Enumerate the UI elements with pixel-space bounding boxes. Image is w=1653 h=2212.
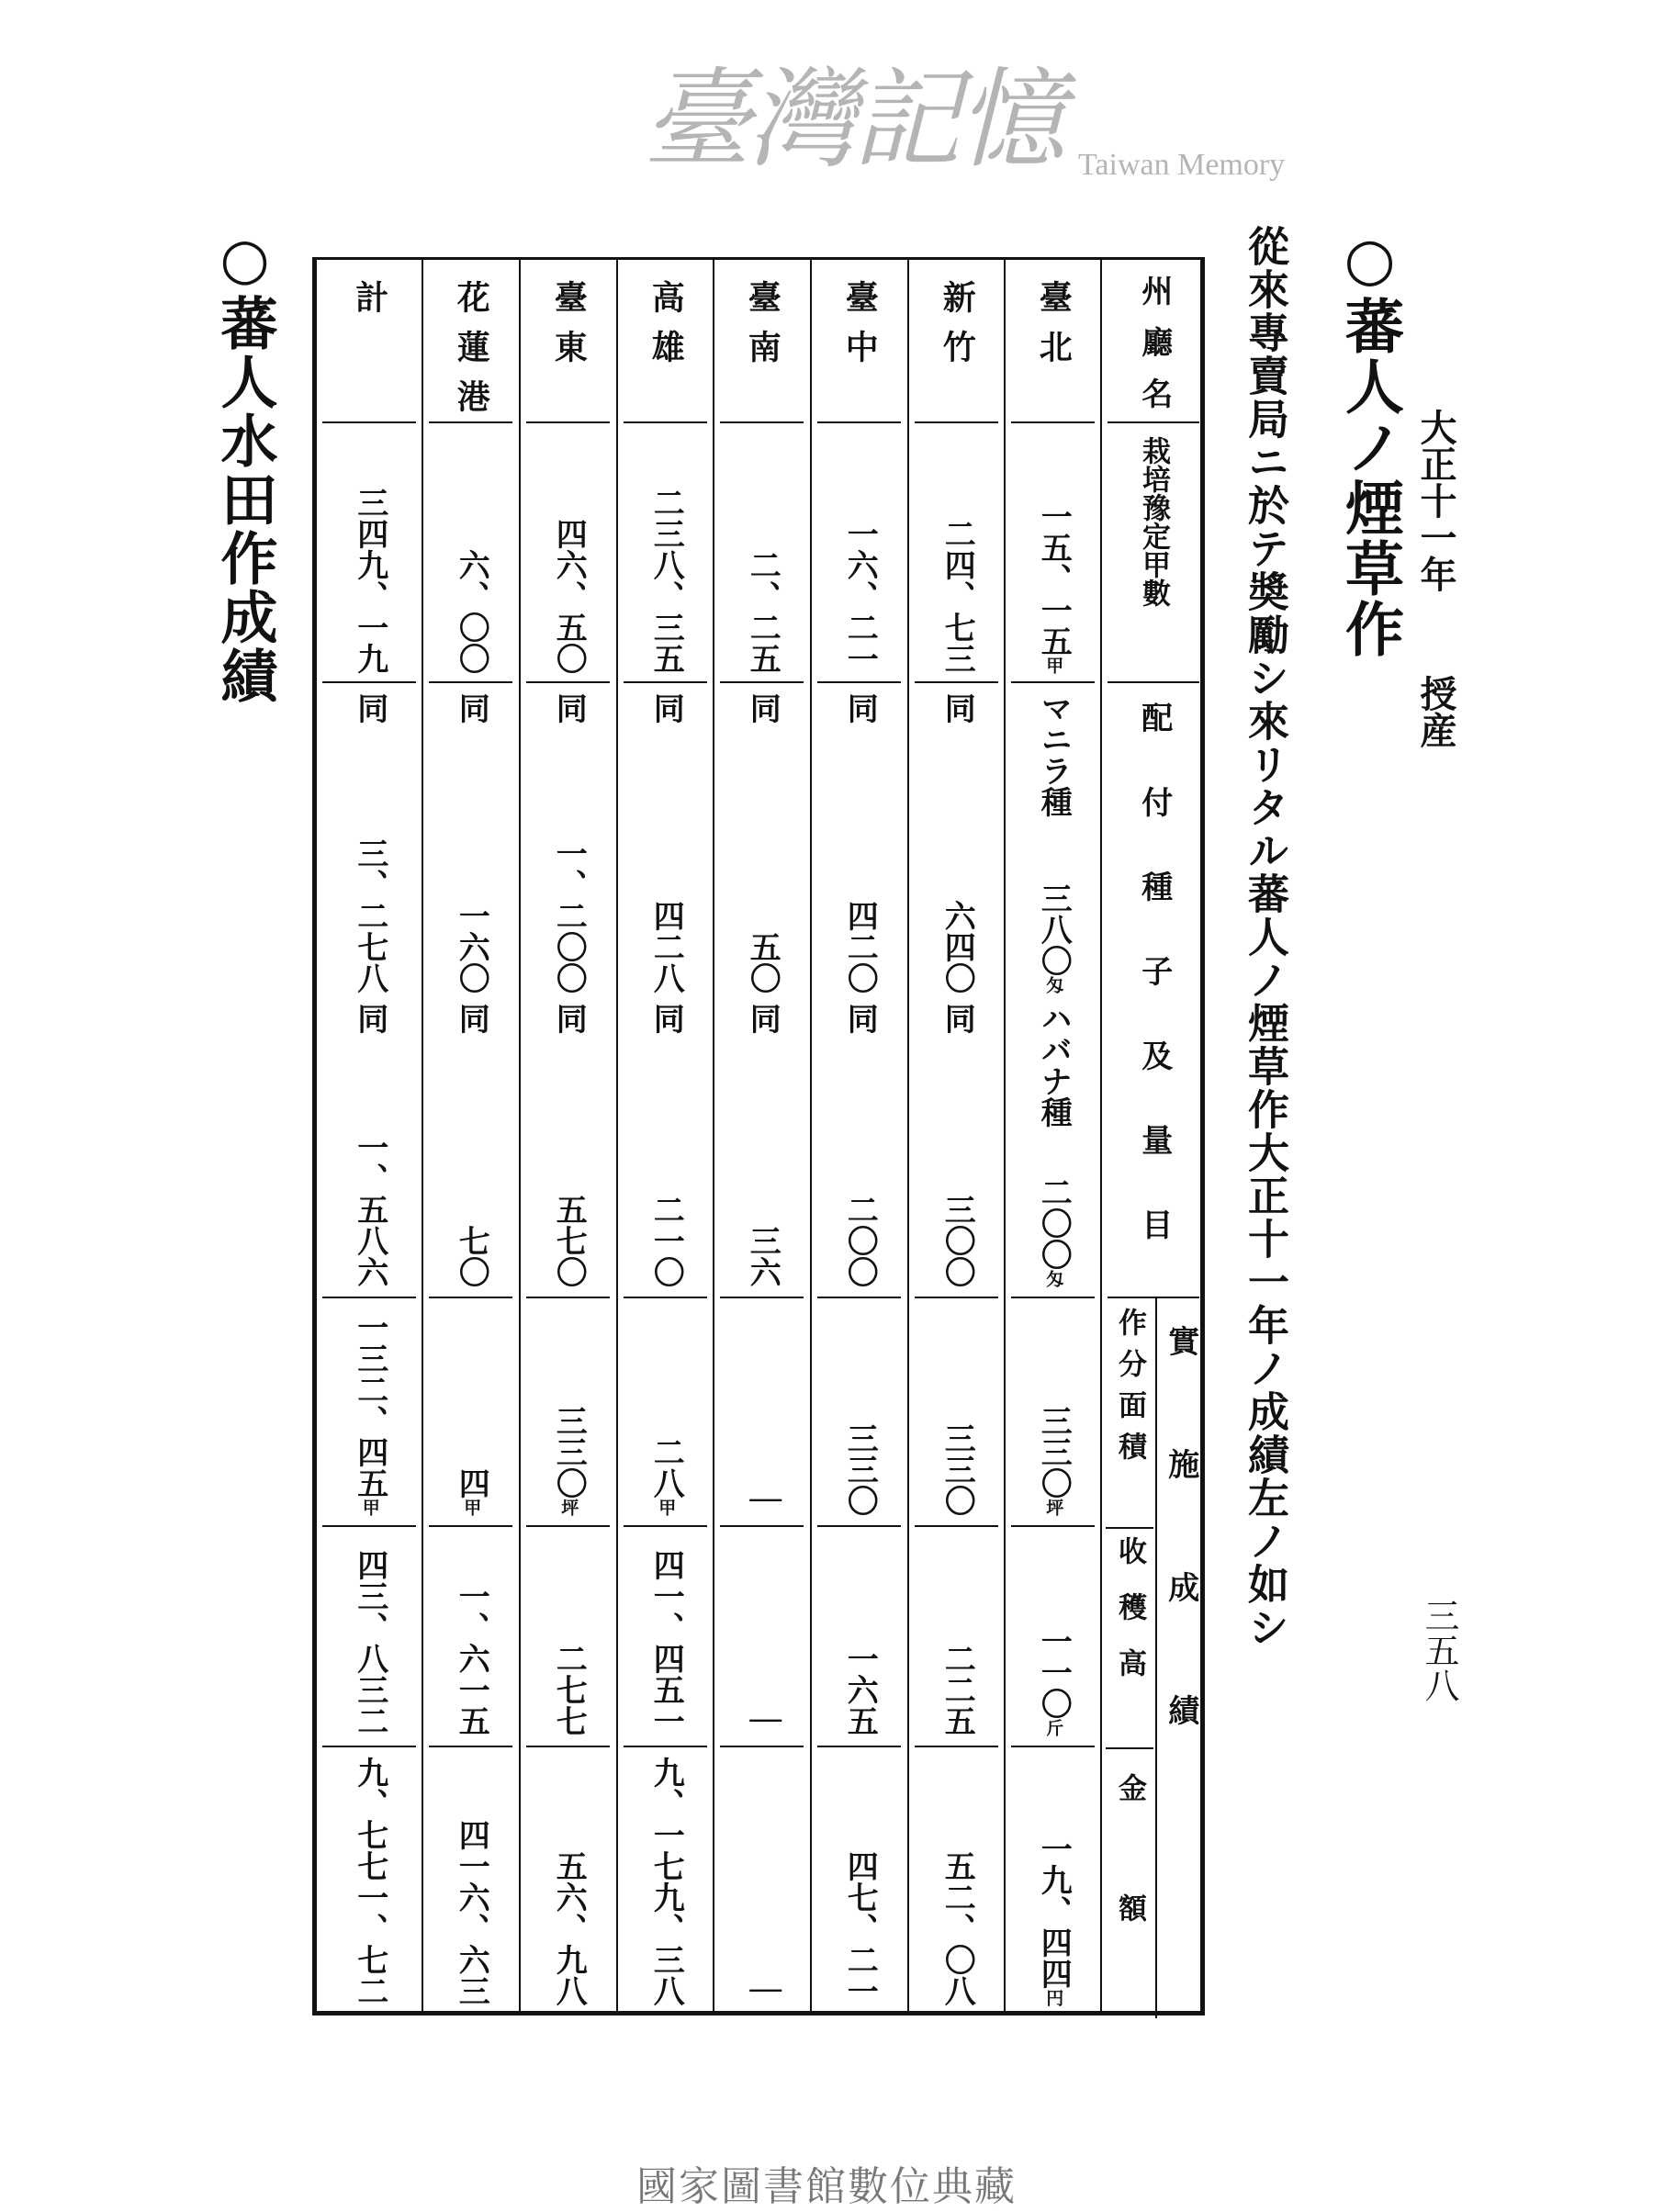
header-prefecture	[1108, 260, 1199, 429]
cell-value: 臺南	[743, 280, 782, 379]
cell-text	[454, 900, 488, 994]
amount-cell	[817, 1747, 901, 2014]
cell-value: 一三二、四五	[351, 1311, 388, 1499]
harvest-cell	[526, 1527, 610, 1747]
planned-area-cell	[322, 423, 416, 683]
harvest-cell	[720, 1527, 804, 1747]
cell-text	[647, 1003, 685, 1034]
cell-value: 一、六一五	[453, 1580, 490, 1736]
amount-cell	[915, 1747, 998, 2014]
cell-value: ｜	[744, 1975, 782, 2006]
cell-value: 三三〇	[1035, 1405, 1073, 1499]
cell-value: 臺中	[840, 280, 880, 379]
cell-text	[841, 1422, 879, 1516]
cell-text	[744, 280, 781, 379]
amount-cell	[322, 1747, 416, 2014]
planned-area-cell	[526, 423, 610, 683]
header-column	[1100, 260, 1205, 2014]
area-cell	[624, 1298, 707, 1527]
cell-text	[841, 900, 879, 994]
cell-text	[454, 1225, 488, 1287]
cell-value: 四六、五〇	[550, 518, 588, 674]
cell-text	[647, 900, 685, 994]
cell-value: 一九、四四	[1035, 1833, 1073, 1989]
cell-value: 七〇	[453, 1225, 490, 1287]
cell-value: 同	[351, 1003, 388, 1034]
header-seed	[1108, 683, 1199, 1298]
cell-value: 四三、八三二	[351, 1549, 388, 1736]
cell-value: 一六、二一	[841, 518, 879, 674]
header-amount	[1106, 1747, 1153, 2014]
cell-text	[550, 280, 587, 379]
planned-area-cell	[817, 423, 901, 683]
cell-value: 臺北	[1034, 280, 1074, 379]
amount-cell	[1011, 1747, 1095, 2014]
cell-text	[939, 518, 976, 674]
cell-value: 二三八、三五	[647, 487, 685, 674]
seed-cell	[526, 683, 610, 1298]
cell-value: 五〇	[744, 931, 782, 994]
running-head-year: 大正十一年	[1414, 409, 1457, 592]
cell-value: 四一六、六三	[453, 1819, 490, 2006]
cell-text	[550, 1405, 588, 1516]
harvest-cell	[915, 1527, 998, 1747]
cell-value: 二四、七三	[939, 518, 976, 674]
amount-cell	[720, 1747, 804, 2014]
cell-text	[744, 549, 782, 674]
cell-text	[744, 1975, 782, 2006]
cell-value: 同	[841, 1003, 879, 1034]
amount-cell	[624, 1747, 707, 2014]
harvest-cell	[1011, 1527, 1095, 1747]
unit-label: 斤	[1043, 1719, 1064, 1736]
cell-text	[841, 1850, 879, 2006]
cell-text	[647, 487, 685, 674]
cell-text	[550, 1194, 588, 1287]
prefecture-cell	[817, 260, 901, 423]
cell-text	[352, 837, 386, 994]
cell-value: 三八〇	[1035, 882, 1073, 976]
header-seed-label: 配付種子及量目	[1135, 702, 1173, 1293]
cell-value: 二一〇	[647, 1194, 685, 1287]
header-harvest-label: 收穫高	[1113, 1536, 1147, 1704]
prefecture-cell	[1011, 260, 1095, 423]
watermark-logo	[643, 46, 1285, 211]
seed-cell	[624, 683, 707, 1298]
table-column-2	[907, 260, 1004, 2011]
cell-text	[841, 518, 879, 674]
cell-text	[939, 692, 976, 724]
cell-value: 新竹	[938, 280, 977, 379]
cell-text	[351, 280, 388, 330]
cell-text	[939, 1422, 976, 1516]
planned-area-cell	[1011, 423, 1095, 683]
header-area-label: 作分面積	[1113, 1308, 1147, 1473]
cell-text	[454, 549, 488, 674]
cell-text	[550, 692, 588, 724]
page-number: 三五八	[1419, 1598, 1459, 1702]
prefecture-cell	[624, 260, 707, 423]
header-results-label: 實施成績	[1162, 1325, 1199, 1817]
cell-value: 二〇〇	[1035, 1176, 1073, 1270]
cell-text	[454, 1467, 488, 1516]
prefecture-cell	[915, 260, 998, 423]
cell-text	[744, 931, 782, 994]
cell-value: 五七〇	[550, 1194, 588, 1287]
cell-value: 臺東	[549, 280, 589, 379]
seed-cell	[817, 683, 901, 1298]
cell-text	[550, 1850, 588, 2006]
running-head	[1410, 409, 1462, 748]
unit-label: 坪	[558, 1499, 579, 1516]
unit-label: 円	[1043, 1989, 1064, 2006]
cell-value: 高雄	[647, 280, 686, 379]
unit-label: 甲	[1043, 657, 1064, 674]
tobacco-results-table	[312, 257, 1205, 2016]
cell-value: 同	[939, 1003, 976, 1034]
watermark-en: Taiwan Memory	[1078, 148, 1286, 182]
cell-text	[939, 1850, 976, 2006]
unit-label: 甲	[359, 1499, 380, 1516]
cell-value: 九、七七一、七二	[351, 1757, 388, 2006]
harvest-cell	[429, 1527, 512, 1747]
cell-text	[1035, 500, 1073, 674]
cell-text	[939, 900, 976, 994]
cell-text	[841, 1643, 879, 1736]
cell-value: 同	[550, 1003, 588, 1034]
cell-text	[647, 280, 684, 379]
cell-value: 六四〇	[939, 900, 976, 994]
table-column-3	[810, 260, 906, 2011]
cell-value: 一、五八六	[351, 1131, 388, 1287]
header-planned-area	[1108, 423, 1199, 683]
header-amount-label: 金額	[1113, 1773, 1147, 2014]
cell-value: 二八	[647, 1436, 685, 1499]
seed-cell	[720, 683, 804, 1298]
cell-value: ハバナ種	[1035, 1003, 1073, 1128]
cell-text	[453, 280, 489, 429]
cell-text	[841, 280, 878, 379]
area-cell	[817, 1298, 901, 1527]
harvest-cell	[322, 1527, 416, 1747]
cell-text	[550, 1643, 588, 1736]
header-harvest	[1106, 1527, 1153, 1749]
amount-cell	[429, 1747, 512, 2014]
cell-text	[1035, 1003, 1073, 1128]
cell-value: 同	[647, 692, 685, 724]
cell-text	[454, 1580, 488, 1736]
cell-value: 四一、四五一	[647, 1549, 685, 1736]
cell-text	[841, 1003, 879, 1034]
cell-value: 四	[453, 1467, 490, 1499]
cell-text	[454, 1819, 488, 2006]
planned-area-cell	[429, 423, 512, 683]
area-cell	[1011, 1298, 1095, 1527]
cell-text	[841, 1194, 879, 1287]
cell-value: 五六、九八	[550, 1850, 588, 2006]
cell-text	[744, 692, 782, 724]
cell-text	[352, 1549, 386, 1736]
cell-text	[1035, 692, 1073, 817]
cell-text	[647, 1757, 685, 2006]
cell-value: 同	[453, 692, 490, 724]
watermark-cn: 臺灣記憶	[643, 56, 1063, 183]
area-cell	[429, 1298, 512, 1527]
area-cell	[526, 1298, 610, 1527]
header-planned-area-label: 栽培豫定甲數	[1137, 436, 1171, 607]
footer-credit: 國家圖書館數位典藏	[636, 2163, 1017, 2210]
cell-text	[550, 518, 588, 674]
unit-label: 坪	[1043, 1499, 1064, 1516]
cell-value: 二〇〇	[841, 1194, 879, 1287]
cell-value: 同	[647, 1003, 685, 1034]
cell-text	[647, 1436, 685, 1516]
prefecture-cell	[429, 260, 512, 429]
cell-value: 三三〇	[841, 1422, 879, 1516]
cell-text	[1035, 280, 1072, 379]
table-column-5	[616, 260, 713, 2011]
unit-label: 甲	[656, 1499, 677, 1516]
cell-value: 四七、二一	[841, 1850, 879, 2006]
area-cell	[322, 1298, 416, 1527]
cell-value: 五二、〇八	[939, 1850, 976, 2006]
cell-text	[352, 487, 386, 674]
cell-value: 二七七	[550, 1643, 588, 1736]
cell-text	[1035, 1405, 1073, 1516]
cell-value: 一一〇	[1035, 1625, 1073, 1719]
cell-text	[352, 1003, 386, 1034]
cell-text	[550, 837, 588, 994]
cell-text	[352, 1757, 386, 2006]
cell-value: ｜	[744, 1485, 782, 1516]
cell-value: 四二〇	[841, 900, 879, 994]
cell-value: 一、二〇〇	[550, 837, 588, 994]
cell-text	[550, 1003, 588, 1034]
cell-text	[647, 1194, 685, 1287]
cell-text	[744, 1225, 782, 1287]
cell-text	[647, 1549, 685, 1736]
cell-value: 三〇〇	[939, 1194, 976, 1287]
cell-value: 一六〇	[453, 900, 490, 994]
table-column-6	[519, 260, 615, 2011]
cell-value: 三三〇	[939, 1422, 976, 1516]
cell-text	[744, 1705, 782, 1736]
cell-value: 六、〇〇	[453, 549, 490, 674]
cell-value: 花蓮港	[452, 280, 491, 429]
cell-value: 二、二五	[744, 549, 782, 674]
cell-value: マニラ種	[1035, 692, 1073, 817]
cell-value: 同	[453, 1003, 490, 1034]
cell-value: 三、二七八	[351, 837, 388, 994]
cell-text	[939, 1194, 976, 1287]
running-head-section: 授産	[1414, 675, 1457, 748]
cell-text	[744, 1003, 782, 1034]
cell-value: 同	[744, 1003, 782, 1034]
cell-text	[744, 1485, 782, 1516]
cell-value: 同	[744, 692, 782, 724]
prefecture-cell	[322, 260, 416, 423]
cell-text	[454, 692, 488, 724]
seed-cell	[429, 683, 512, 1298]
cell-value: 三三〇	[550, 1405, 588, 1499]
cell-value: 三六	[744, 1225, 782, 1287]
unit-label: 匁	[1043, 1270, 1064, 1287]
prefecture-cell	[526, 260, 610, 423]
cell-value: 同	[841, 692, 879, 724]
cell-text	[647, 692, 685, 724]
cell-text	[939, 1643, 976, 1736]
cell-value: 一六五	[841, 1643, 879, 1736]
harvest-cell	[817, 1527, 901, 1747]
table-column-8	[317, 260, 422, 2011]
area-cell	[720, 1298, 804, 1527]
prefecture-cell	[720, 260, 804, 423]
cell-text	[352, 1311, 386, 1516]
seed-cell	[915, 683, 998, 1298]
cell-value: 九、一七九、三八	[647, 1757, 685, 2006]
unit-label: 匁	[1043, 976, 1064, 994]
cell-text	[1035, 882, 1073, 994]
intro-text: 從來專賣局ニ於テ奬勵シ來リタル蕃人ノ煙草作大正十一年ノ成績左ノ如シ	[1241, 225, 1289, 1649]
cell-value: 一五、一五	[1035, 500, 1073, 657]
planned-area-cell	[915, 423, 998, 683]
section-title: ○蕃人ノ煙草作	[1335, 225, 1404, 659]
cell-text	[1035, 1176, 1073, 1287]
cell-text	[939, 1003, 976, 1034]
cell-text	[939, 280, 975, 379]
planned-area-cell	[720, 423, 804, 683]
cell-text	[841, 692, 879, 724]
seed-cell	[322, 683, 416, 1298]
cell-value: ｜	[744, 1705, 782, 1736]
cell-text	[1035, 1625, 1073, 1736]
header-area	[1106, 1298, 1153, 1529]
unit-label: 甲	[461, 1499, 482, 1516]
area-cell	[915, 1298, 998, 1527]
harvest-cell	[624, 1527, 707, 1747]
seed-cell	[1011, 683, 1095, 1298]
planned-area-cell	[624, 423, 707, 683]
cell-value: 二二五	[939, 1643, 976, 1736]
table-column-1	[1004, 260, 1100, 2011]
cell-value: 同	[550, 692, 588, 724]
header-prefecture-label: 州廳名	[1135, 275, 1173, 429]
cell-text	[352, 1131, 386, 1287]
next-section-title: ○蕃人水田作成績	[211, 225, 278, 705]
cell-value: 四二八	[647, 900, 685, 994]
table-column-7	[422, 260, 518, 2011]
cell-text	[454, 1003, 488, 1034]
cell-value: 同	[939, 692, 976, 724]
cell-text	[352, 692, 386, 724]
table-column-4	[713, 260, 809, 2011]
cell-text	[1035, 1833, 1073, 2006]
cell-value: 三四九、一九	[351, 487, 388, 674]
cell-value: 計	[350, 280, 389, 330]
cell-value: 同	[351, 692, 388, 724]
amount-cell	[526, 1747, 610, 2014]
